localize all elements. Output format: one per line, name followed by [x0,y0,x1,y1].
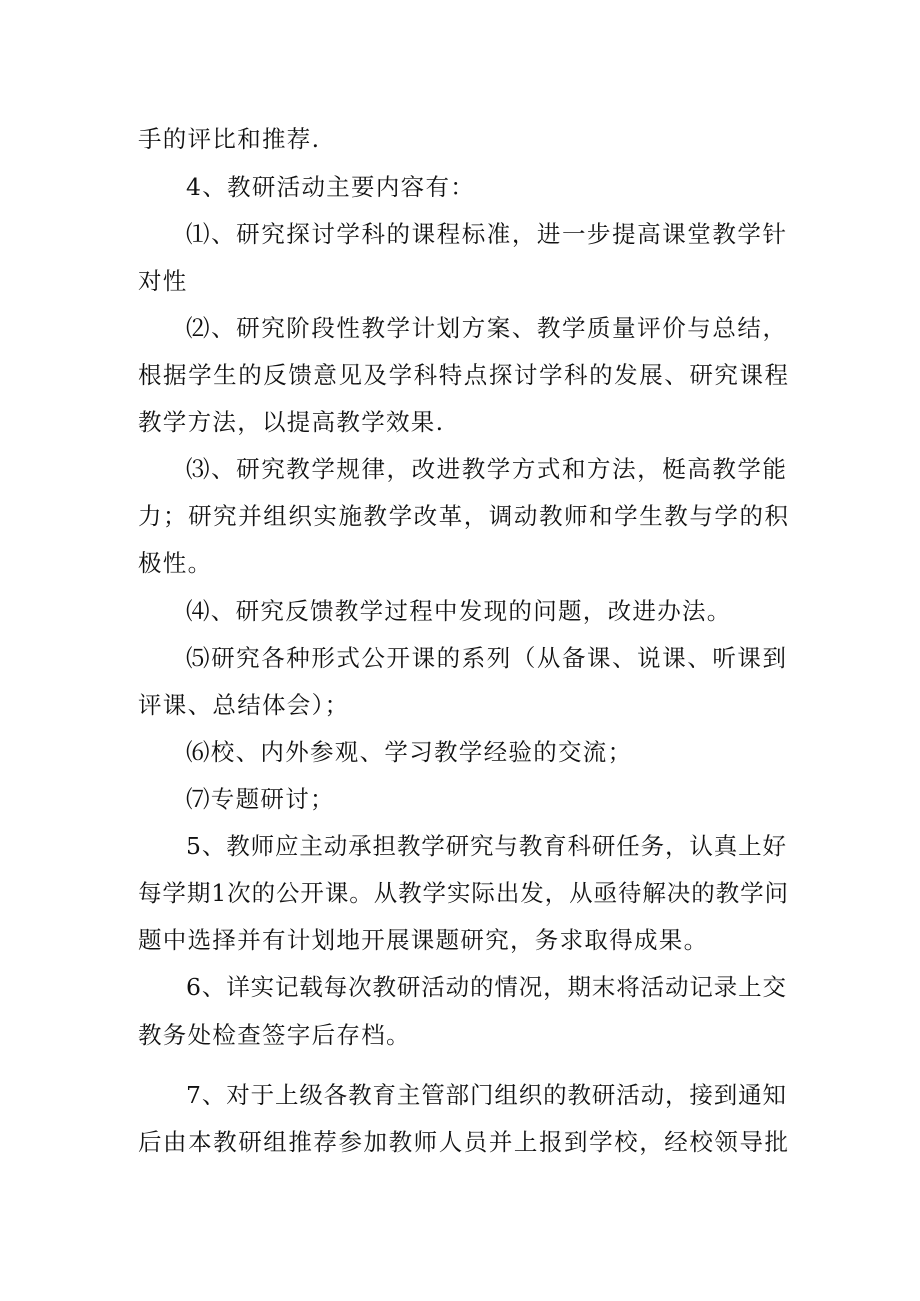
item-3-line-2: 力；研究并组织实施教学改革，调动教师和学生教与学的积 [138,502,788,530]
item-3-line-3: 极性。 [138,549,213,577]
section-6-line-1: 6、详实记载每次教研活动的情况，期末将活动记录上交 [186,973,786,1001]
section-4-heading: 4、教研活动主要内容有： [186,173,476,201]
item-4-line: ⑷、研究反馈教学过程中发现的问题，改进办法。 [186,597,732,625]
section-6-line-2: 教务处检查签字后存档。 [138,1021,411,1049]
item-2-line-1: ⑵、研究阶段性教学计划方案、教学质量评价与总结， [186,314,786,342]
section-5-line-3: 题中选择并有计划地开展课题研究，务求取得成果。 [138,926,709,954]
item-7-line: ⑺专题研讨； [186,785,335,813]
item-2-line-2: 根据学生的反馈意见及学科特点探讨学科的发展、研究课程 [138,361,788,389]
item-1-line-2: 对性 [138,267,188,295]
text-line: 手的评比和推荐. [138,125,321,153]
section-5-line-2: 每学期1次的公开课。从教学实际出发，从亟待解决的教学问 [138,879,788,907]
item-6-line: ⑹校、内外参观、学习教学经验的交流； [186,738,633,766]
section-5-line-1: 5、教师应主动承担教学研究与教育科研任务，认真上好 [186,832,786,860]
item-5-line-1: ⑸研究各种形式公开课的系列（从备课、说课、听课到 [186,644,786,672]
item-3-line-1: ⑶、研究教学规律，改进教学方式和方法，梃高教学能 [186,455,786,483]
section-7-line-1: 7、对于上级各教育主管部门组织的教研活动，接到通知 [186,1081,786,1109]
item-2-line-3: 教学方法，以提高教学效果. [138,408,445,436]
item-5-line-2: 评课、总结体会）； [138,691,350,719]
section-7-line-2: 后由本教研组推荐参加教师人员并上报到学校，经校领导批 [138,1128,788,1156]
item-1-line-1: ⑴、研究探讨学科的课程标准，进一步提高课堂教学针 [186,220,786,248]
